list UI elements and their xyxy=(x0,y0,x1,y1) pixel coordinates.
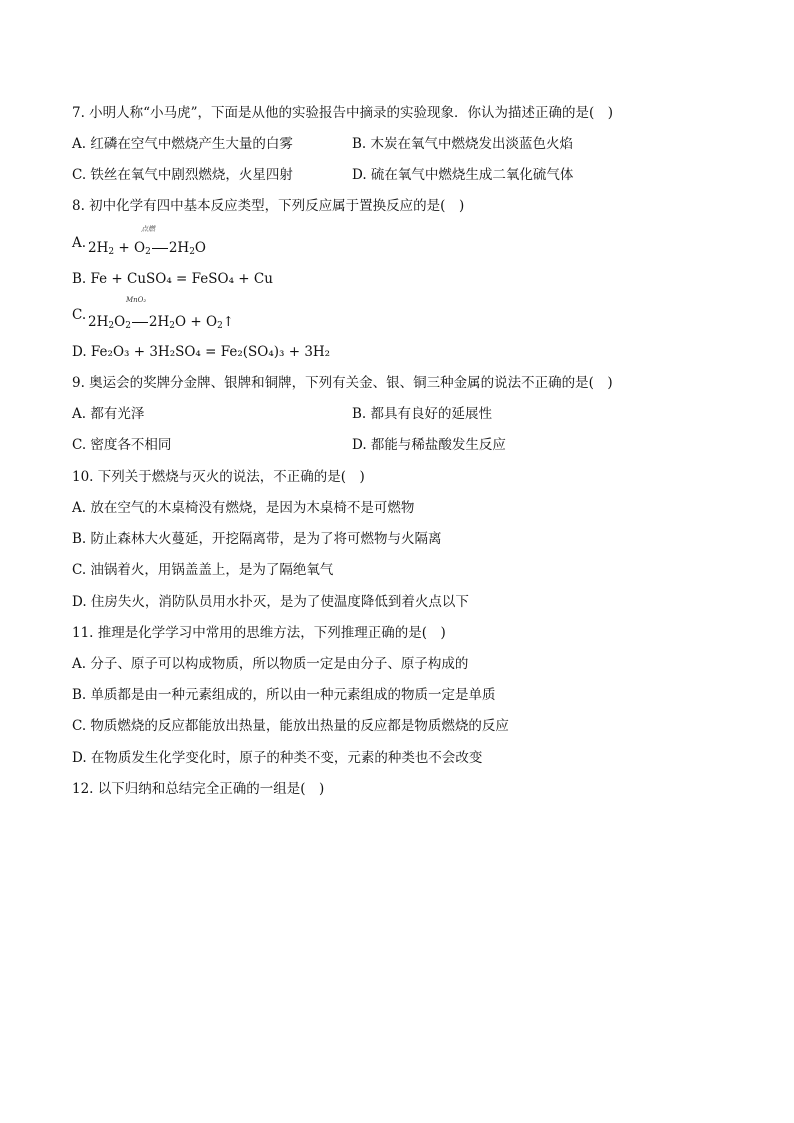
question-8-option-d: D. Fe₂O₃ + 3H₂SO₄ = Fe₂(SO₄)₃ + 3H₂ xyxy=(72,344,331,360)
question-8-stem: 8. 初中化学有四中基本反应类型，下列反应属于置换反应的是( ) xyxy=(72,198,465,214)
question-9-option-b: B. 都具有良好的延展性 xyxy=(352,406,493,422)
equation-8a: $2H_2 + O_2$ $2H_2O$ xyxy=(88,240,206,257)
question-7-option-d: D. 硫在氧气中燃烧生成二氧化硫气体 xyxy=(352,167,574,183)
question-11-option-d: D. 在物质发生化学变化时，原子的种类不变，元素的种类也不会改变 xyxy=(72,750,483,766)
option-letter: A. xyxy=(72,235,87,251)
question-8-option-b: B. Fe + CuSO₄ = FeSO₄ + Cu xyxy=(72,271,273,287)
question-9-option-a: A. 都有光泽 xyxy=(72,406,145,422)
question-10-option-d: D. 住房失火，消防队员用水扑灭，是为了使温度降低到着火点以下 xyxy=(72,594,469,610)
question-7-option-b: B. 木炭在氧气中燃烧发出淡蓝色火焰 xyxy=(352,136,574,152)
question-7-option-c: C. 铁丝在氧气中剧烈燃烧，火星四射 xyxy=(72,167,293,183)
question-7-option-a: A. 红磷在空气中燃烧产生大量的白雾 xyxy=(72,136,293,152)
question-9-option-d: D. 都能与稀盐酸发生反应 xyxy=(352,437,506,453)
question-11-option-a: A. 分子、原子可以构成物质，所以物质一定是由分子、原子构成的 xyxy=(72,656,469,672)
question-10-option-b: B. 防止森林大火蔓延，开挖隔离带，是为了将可燃物与火隔离 xyxy=(72,531,442,547)
reaction-condition: MnO₂ xyxy=(126,296,147,304)
question-8-option-c xyxy=(72,306,86,324)
question-10-option-a: A. 放在空气的木桌椅没有燃烧，是因为木桌椅不是可燃物 xyxy=(72,500,415,516)
question-12-stem: 12. 以下归纳和总结完全正确的一组是( ) xyxy=(72,781,325,797)
question-8-option-a xyxy=(72,234,86,252)
question-10-option-c: C. 油锅着火，用锅盖盖上，是为了隔绝氧气 xyxy=(72,562,334,578)
question-11-stem: 11. 推理是化学学习中常用的思维方法，下列推理正确的是( ) xyxy=(72,625,446,641)
question-9-option-c: C. 密度各不相同 xyxy=(72,437,172,453)
question-11-option-c: C. 物质燃烧的反应都能放出热量，能放出热量的反应都是物质燃烧的反应 xyxy=(72,718,509,734)
question-11-option-b: B. 单质都是由一种元素组成的，所以由一种元素组成的物质一定是单质 xyxy=(72,687,496,703)
option-letter: C. xyxy=(72,307,87,323)
question-9-stem: 9. 奥运会的奖牌分金牌、银牌和铜牌，下列有关金、银、铜三种金属的说法不正确的是( ) xyxy=(72,375,613,391)
question-10-stem: 10. 下列关于燃烧与灭火的说法，不正确的是( ) xyxy=(72,469,365,485)
reaction-condition: 点燃 xyxy=(141,225,155,233)
equation-8c: $2H_2O_2$ $2H_2O$ + $O_2↑$ xyxy=(88,314,235,331)
question-7-stem: 7. 小明人称“小马虎”，下面是从他的实验报告中摘录的实验现象．你认为描述正确的是( ) xyxy=(72,105,614,121)
